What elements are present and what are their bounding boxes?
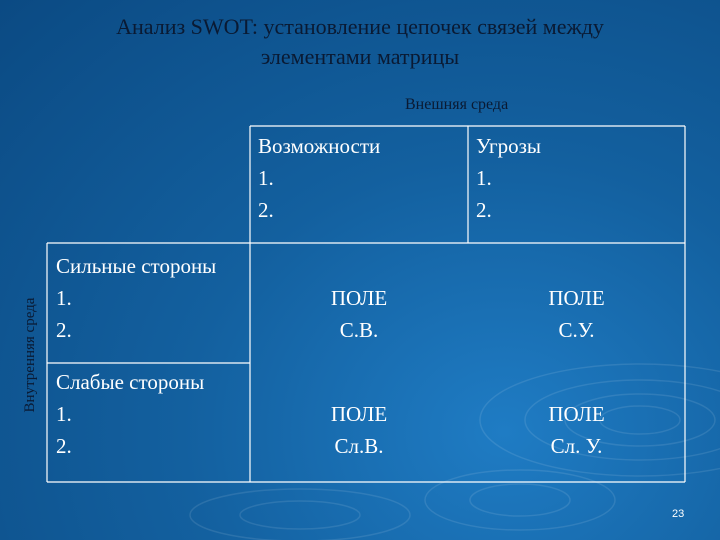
threats-item-2: 2. (476, 198, 492, 222)
opportunities-cell (258, 130, 380, 226)
internal-environment-label: Внутренняя среда (22, 297, 38, 413)
field-su-code: С.У. (558, 318, 595, 342)
field-slv-label: ПОЛЕ (330, 402, 388, 426)
opportunities-item-2: 2. (258, 198, 274, 222)
field-slu-code: Сл. У. (550, 434, 603, 458)
weaknesses-header: Слабые стороны (56, 370, 205, 394)
field-sv-cell (250, 282, 468, 346)
threats-cell (476, 130, 541, 226)
field-sv-code: С.В. (339, 318, 379, 342)
title-line-2: элементами матрицы (260, 44, 460, 69)
field-slv-code: Сл.В. (334, 434, 384, 458)
field-su-cell (468, 282, 685, 346)
threats-header: Угрозы (476, 134, 542, 158)
slide-page-number: 23 (672, 508, 685, 520)
title-line-1: Анализ SWOT: установление цепочек связей между (116, 14, 604, 39)
threats-item-1: 1. (476, 166, 492, 190)
strengths-header: Сильные стороны (56, 254, 217, 278)
strengths-item-1: 1. (56, 286, 72, 310)
strengths-cell (56, 250, 216, 346)
field-slu-cell (468, 398, 685, 462)
opportunities-header: Возможности (258, 134, 381, 158)
field-slu-label: ПОЛЕ (548, 402, 605, 426)
weaknesses-cell (56, 366, 204, 462)
external-environment-label: Внешняя среда (405, 96, 509, 113)
field-sv-label: ПОЛЕ (330, 286, 388, 310)
field-slv-cell (250, 398, 468, 462)
field-su-label: ПОЛЕ (548, 286, 605, 310)
opportunities-item-1: 1. (258, 166, 274, 190)
weaknesses-item-1: 1. (56, 402, 72, 426)
weaknesses-item-2: 2. (56, 434, 72, 458)
strengths-item-2: 2. (56, 318, 72, 342)
